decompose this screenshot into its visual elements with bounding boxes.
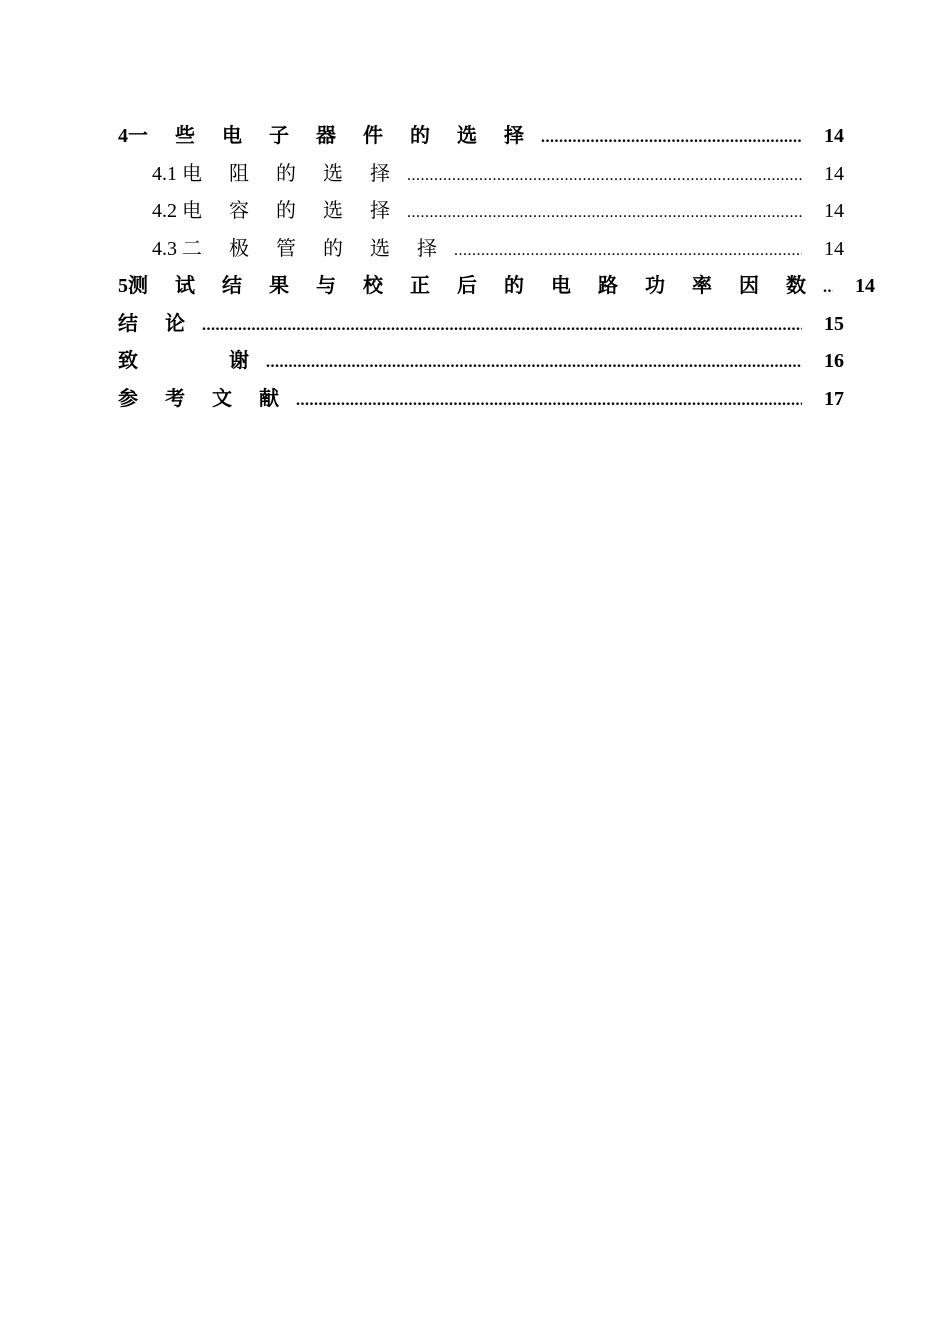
toc-dot-leader (823, 269, 833, 307)
toc-dot-leader (407, 157, 802, 195)
toc-page-number: 14 (824, 237, 844, 260)
toc-page-number: 14 (824, 162, 844, 185)
toc-entry-text: 二 极 管 的 选 择 (182, 237, 448, 260)
toc-entry-conclusion[interactable] (118, 306, 844, 344)
toc-entry-title (118, 343, 260, 381)
toc-dot-leader (266, 344, 802, 382)
toc-entry-title (152, 231, 448, 269)
toc-entry-number: 4.1 (152, 162, 177, 185)
toc-entry-title (152, 193, 401, 231)
toc-dot-leader (407, 194, 802, 232)
toc-dot-leader (454, 232, 802, 270)
toc-entry-text: 参 考 文 献 (118, 387, 290, 410)
toc-entry-title (152, 156, 401, 194)
toc-entry-4-1[interactable] (118, 156, 844, 194)
toc-entry-4[interactable] (118, 118, 844, 156)
toc-page-number: 15 (824, 312, 844, 335)
toc-entry-title (118, 381, 290, 419)
toc-page-number: 14 (824, 200, 844, 222)
toc-entry-number: 5 (118, 275, 128, 297)
toc-entry-title (118, 118, 535, 156)
toc-entry-4-3[interactable] (118, 231, 844, 269)
toc-page-number: 17 (824, 387, 844, 410)
toc-entry-number: 4.3 (152, 237, 177, 260)
toc-entry-number: 4.2 (152, 200, 177, 222)
toc-entry-5[interactable] (118, 268, 875, 306)
toc-entry-title (118, 268, 817, 306)
toc-entry-4-2[interactable] (118, 193, 844, 231)
toc-entry-number: 4 (118, 125, 128, 147)
toc-page-number: 14 (824, 125, 844, 147)
toc-entry-text: 结 论 (118, 312, 196, 335)
toc-entry-text: 电 阻 的 选 择 (182, 162, 401, 185)
toc-entry-acknowledgements[interactable] (118, 343, 844, 381)
toc-entry-title (118, 306, 196, 344)
toc-entry-text: 一 些 电 子 器 件 的 选 择 (128, 125, 535, 147)
toc-dot-leader (296, 382, 802, 420)
toc-page-number: 16 (824, 350, 844, 372)
toc-entry-references[interactable] (118, 381, 844, 419)
toc-entry-text: 电 容 的 选 择 (182, 200, 401, 222)
toc-dot-leader (202, 307, 802, 345)
toc-dot-leader (541, 119, 802, 157)
toc-page-number: 14 (855, 275, 875, 297)
toc-entry-text: 致 谢 (118, 350, 260, 372)
toc-entry-text: 测 试 结 果 与 校 正 后 的 电 路 功 率 因 数 (128, 275, 817, 297)
table-of-contents (118, 118, 875, 418)
